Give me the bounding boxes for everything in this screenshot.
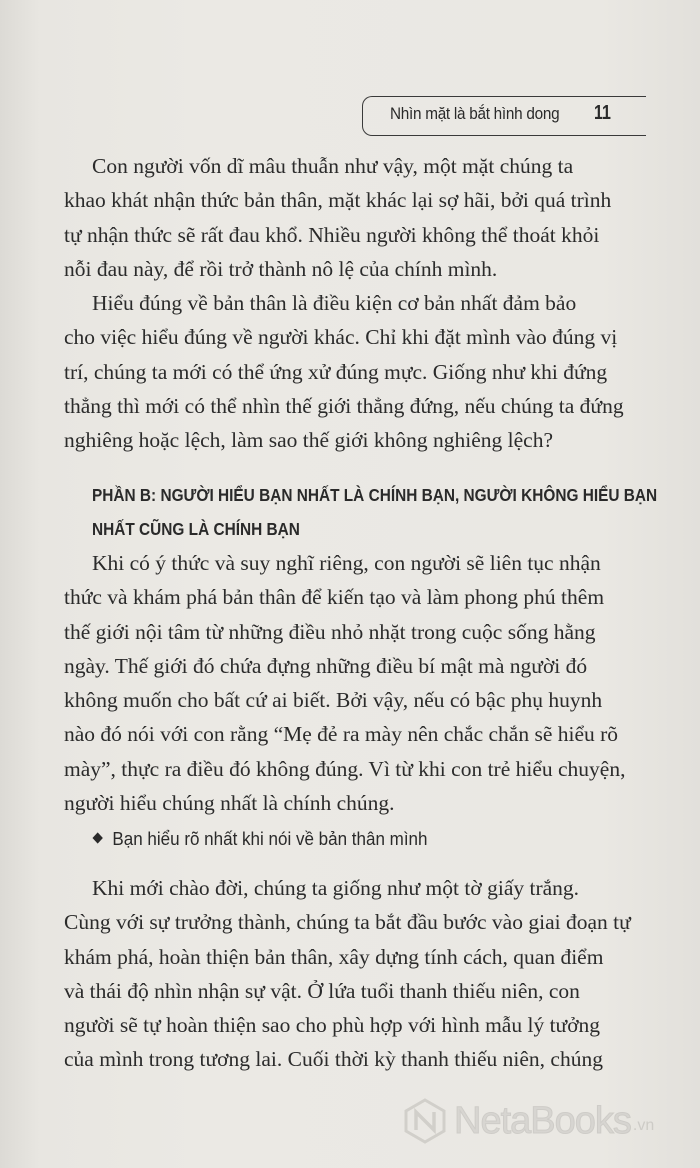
text-line: khao khát nhận thức bản thân, mặt khác lại sợ hãi, bởi quá trình	[64, 188, 612, 213]
watermark	[402, 1096, 654, 1146]
text-line: của mình trong tương lai. Cuối thời kỳ thanh thiếu niên, chúng	[64, 1047, 603, 1072]
text-line: Khi có ý thức và suy nghĩ riêng, con người sẽ liên tục nhận	[92, 551, 601, 575]
running-header-title: Nhìn mặt là bắt hình dong	[390, 104, 560, 123]
watermark-text: NetaBooks	[454, 1099, 631, 1142]
text-line: khám phá, hoàn thiện bản thân, xây dựng tính cách, quan điểm	[64, 944, 604, 969]
section-heading-line: PHẦN B: NGƯỜI HIỂU BẠN NHẤT LÀ CHÍNH BẠN, NGƯỜI KHÔNG HIỂU BẠN	[92, 485, 658, 505]
text-line: thẳng thì mới có thể nhìn thế giới thẳng đứng, nếu chúng ta đứng	[64, 393, 624, 418]
section-heading-line: NHẤT CŨNG LÀ CHÍNH BẠN	[92, 519, 300, 539]
text-line: ngày. Thế giới đó chứa đựng những điều bí mật mà người đó	[64, 653, 588, 678]
paragraph-4	[64, 871, 652, 1077]
paragraph-2	[64, 286, 652, 457]
page-number: 11	[594, 102, 611, 124]
text-line: Khi mới chào đời, chúng ta giống như một tờ giấy trắng.	[92, 876, 580, 900]
text-line: Hiểu đúng về bản thân là điều kiện cơ bản nhất đảm bảo	[92, 291, 577, 315]
text-line: không muốn cho bất cứ ai biết. Bởi vậy, nếu có bậc phụ huynh	[64, 688, 603, 713]
text-line: Cùng với sự trưởng thành, chúng ta bắt đầu bước vào giai đoạn tự	[64, 910, 631, 935]
text-line: cho việc hiểu đúng về người khác. Chỉ khi đặt mình vào đúng vị	[64, 325, 618, 350]
text-line: và thái độ nhìn nhận sự vật. Ở lứa tuổi thanh thiếu niên, con	[64, 978, 580, 1003]
section-heading	[92, 478, 658, 546]
text-line: trí, chúng ta mới có thể ứng xử đúng mực. Giống như khi đứng	[64, 359, 608, 384]
text-line: tự nhận thức sẽ rất đau khổ. Nhiều người không thể thoát khỏi	[64, 222, 600, 247]
text-line: Con người vốn dĩ mâu thuẫn như vậy, một mặt chúng ta	[92, 154, 574, 178]
text-line: nào đó nói với con rằng “Mẹ đẻ ra mày nên chắc chắn sẽ hiểu rõ	[64, 722, 619, 747]
text-line: mày”, thực ra điều đó không đúng. Vì từ khi con trẻ hiểu chuyện,	[64, 756, 626, 781]
subheading	[94, 828, 428, 850]
netabooks-logo-icon	[402, 1098, 448, 1144]
text-line: người hiểu chúng nhất là chính chúng.	[64, 791, 395, 816]
text-line: thế giới nội tâm từ những điều nhỏ nhặt trong cuộc sống hằng	[64, 619, 596, 644]
text-line: thức và khám phá bản thân để kiến tạo và làm phong phú thêm	[64, 585, 605, 610]
watermark-suffix: .vn	[632, 1117, 655, 1134]
paragraph-3	[64, 546, 652, 820]
text-line: người sẽ tự hoàn thiện sao cho phù hợp với hình mẫu lý tưởng	[64, 1013, 601, 1038]
text-line: nỗi đau này, để rồi trở thành nô lệ của chính mình.	[64, 256, 498, 281]
subheading-text: Bạn hiểu rõ nhất khi nói về bản thân mình	[112, 828, 428, 849]
diamond-bullet-icon	[92, 832, 102, 843]
text-line: nghiêng hoặc lệch, làm sao thế giới không nghiêng lệch?	[64, 428, 554, 453]
paragraph-1	[64, 149, 652, 286]
